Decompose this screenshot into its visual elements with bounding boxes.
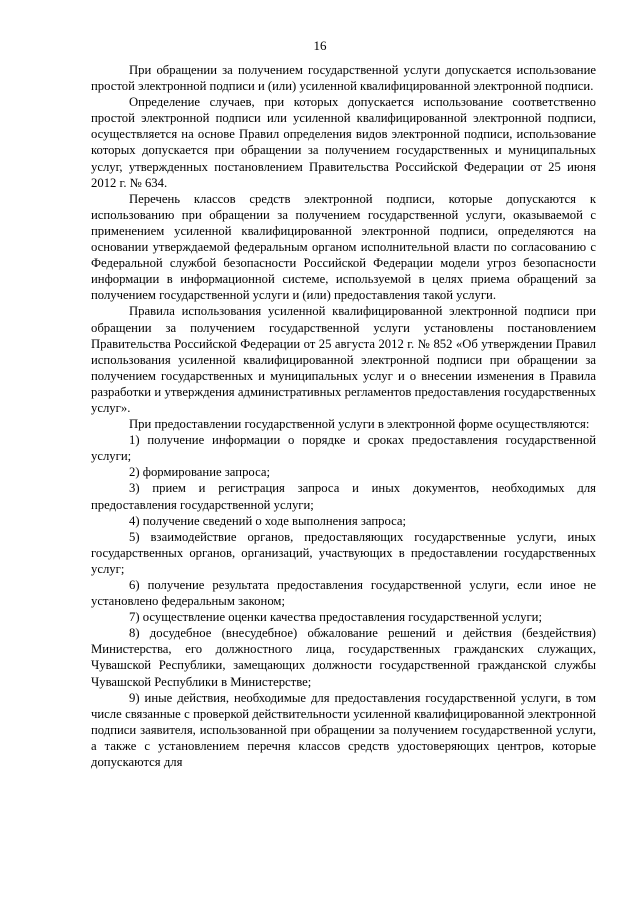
page-number: 16 (313, 38, 327, 53)
list-item: 5) взаимодействие органов, предоставляющих государственные услуги, иных государственных органов, организаций, участвующих в предоставлении государственных услуг; (91, 529, 596, 576)
document-body (91, 62, 596, 770)
paragraph-signature-types: При обращении за получением государственной услуги допускается использование простой электронной подписи и (или) усиленной квалифицированной электронной подписи. (91, 63, 596, 94)
list-item: 3) прием и регистрация запроса и иных документов, необходимых для предоставления государственной услуги; (91, 481, 596, 512)
list-item: 2) формирование запроса; (129, 465, 271, 480)
list-item: 9) иные действия, необходимые для предоставления государственной услуги, в том числе связанные с проверкой действительности усиленной квалифицированной электронной подписи заявителя, использованной при обращении за получением государственной услуги, а также с установлением перечня классов средств удостоверяющих центров, которые допускаются для (91, 690, 596, 770)
paragraph-signature-classes: Перечень классов средств электронной подписи, которые допускаются к использованию при обращении за получением государственной услуги, оказываемой с применением усиленной квалифицированной электронной подписи, определяются на основании утверждаемой федеральным органом исполнительной власти по согласованию с Федеральной службой безопасности Российской Федерации модели угроз безопасности информации в информационной системе, используемой в целях приема обращений за получением государственной услуги и (или) предоставления такой услуги. (91, 191, 596, 303)
list-item: 4) получение сведений о ходе выполнения запроса; (129, 513, 407, 528)
list-item: 8) досудебное (внесудебное) обжалование решений и действия (бездействия) Министерства, его должностного лица, государственных гражданских служащих, Чувашской Республики, замещающих должности государственной гражданской службы Чувашской Республики в Министерстве; (91, 626, 596, 689)
list-item: 7) осуществление оценки качества предоставления государственной услуги; (129, 610, 542, 625)
list-item: 1) получение информации о порядке и сроках предоставления государственной услуги; (91, 433, 596, 464)
list-item: 6) получение результата предоставления государственной услуги, если иное не установлено федеральным законом; (91, 578, 596, 609)
paragraph-electronic-form-intro: При предоставлении государственной услуги в электронной форме осуществляются: (129, 417, 590, 432)
paragraph-qualified-signature-rules: Правила использования усиленной квалифицированной электронной подписи при обращении за получением государственной услуги установлены постановлением Правительства Российской Федерации от 25 августа 2012 г. № 852 «Об утверждении Правил использования усиленной квалифицированной электронной подписи при обращении за получением государственных и муниципальных услуг и о внесении изменения в Правила разработки и утверждения административных регламентов предоставления государственных услуг». (91, 304, 596, 415)
paragraph-signature-rules: Определение случаев, при которых допускается использование соответственно простой электронной подписи или усиленной квалифицированной электронной подписи, осуществляется на основе Правил определения видов электронной подписи, использование которых допускается при обращении за получением государственных и муниципальных услуг, утвержденных постановлением Правительства Российской Федерации от 25 июня 2012 г. № 634. (91, 95, 596, 190)
